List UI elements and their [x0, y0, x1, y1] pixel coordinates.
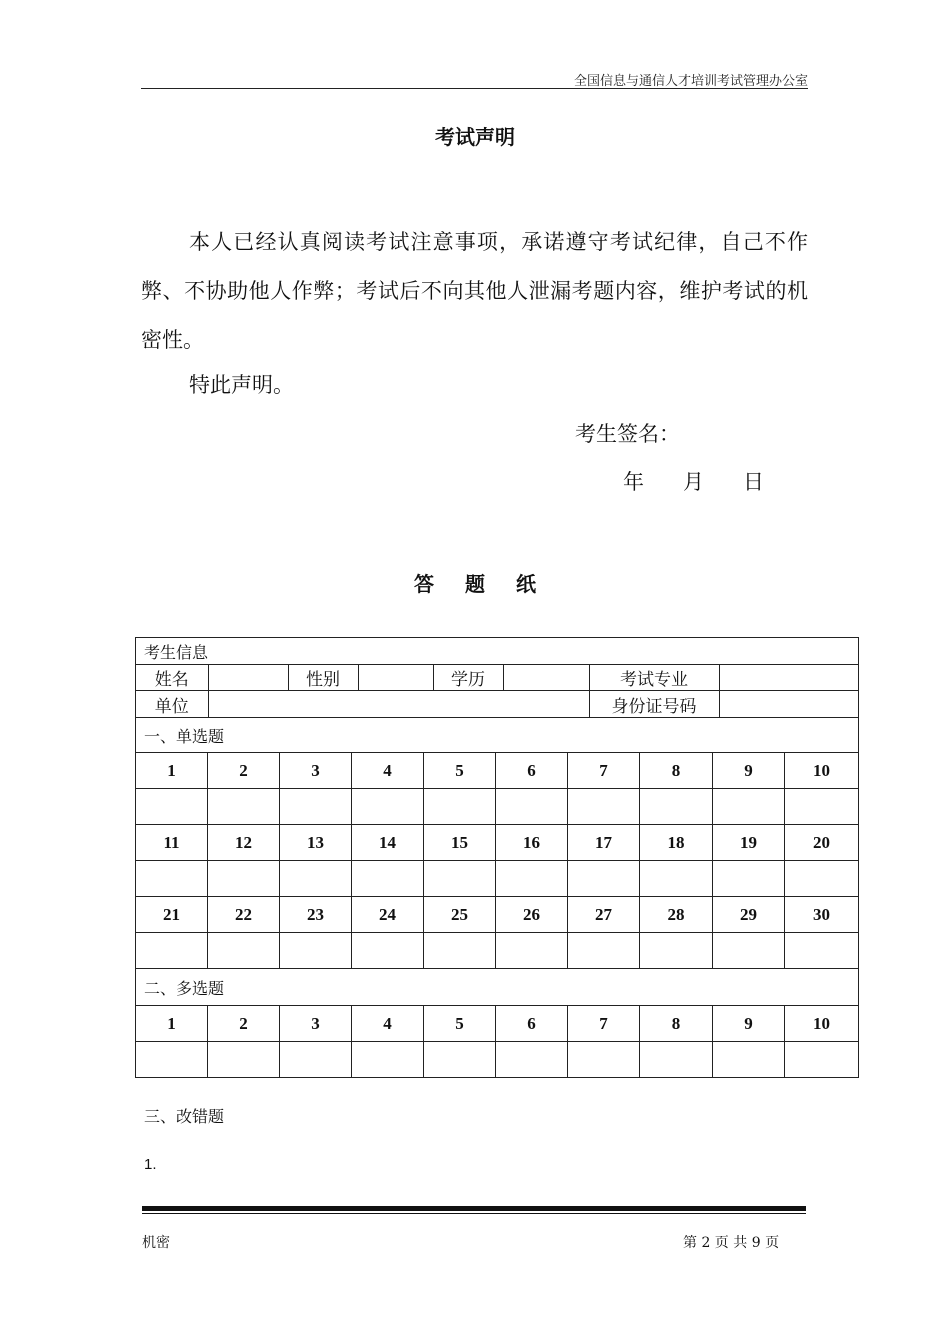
- single-choice-question-number: 25: [424, 897, 496, 933]
- single-choice-question-number: 20: [785, 825, 859, 861]
- single-choice-answer-cell[interactable]: [568, 933, 640, 969]
- single-choice-question-number: 3: [280, 753, 352, 789]
- declaration-body: 本人已经认真阅读考试注意事项，承诺遵守考试纪律，自己不作弊、不协助他人作弊；考试后不向其他人泄漏考题内容，维护考试的机密性。: [141, 230, 808, 352]
- date-day: 日: [743, 470, 764, 494]
- single-choice-answer-cell[interactable]: [280, 789, 352, 825]
- date-year: 年: [623, 470, 644, 494]
- single-choice-answer-row: [136, 861, 859, 897]
- multiple-choice-question-number: 8: [640, 1006, 713, 1042]
- correction-heading: 三、改错题: [144, 1107, 225, 1126]
- single-choice-question-number: 1: [136, 753, 208, 789]
- id-field[interactable]: [719, 691, 859, 717]
- single-choice-question-number: 18: [640, 825, 713, 861]
- multiple-choice-question-number: 1: [136, 1006, 208, 1042]
- single-choice-answer-cell[interactable]: [496, 861, 568, 897]
- single-choice-question-number: 9: [713, 753, 785, 789]
- single-choice-question-number: 4: [352, 753, 424, 789]
- single-choice-question-number: 30: [785, 897, 859, 933]
- header-divider: [141, 88, 808, 89]
- single-choice-answer-cell[interactable]: [424, 933, 496, 969]
- declaration-title: 考试声明: [435, 125, 515, 149]
- single-choice-question-number: 5: [424, 753, 496, 789]
- single-choice-question-number: 23: [280, 897, 352, 933]
- multiple-choice-number-row: [136, 1006, 859, 1042]
- id-label: 身份证号码: [589, 691, 719, 717]
- date-month: 月: [683, 470, 704, 494]
- single-choice-question-number: 13: [280, 825, 352, 861]
- candidate-info-heading: 考生信息: [136, 638, 859, 665]
- multiple-choice-question-number: 7: [568, 1006, 640, 1042]
- unit-id-grid: [136, 691, 859, 717]
- single-choice-question-number: 19: [713, 825, 785, 861]
- multiple-choice-answer-cell[interactable]: [713, 1042, 785, 1078]
- answer-sheet-table: [135, 637, 859, 1078]
- single-choice-answer-cell[interactable]: [640, 789, 713, 825]
- multiple-choice-answer-cell[interactable]: [352, 1042, 424, 1078]
- single-choice-answer-cell[interactable]: [568, 861, 640, 897]
- single-choice-question-number: 11: [136, 825, 208, 861]
- footer-page-number: 第 2 页 共 9 页: [683, 1235, 780, 1251]
- single-choice-question-number: 14: [352, 825, 424, 861]
- single-choice-question-number: 8: [640, 753, 713, 789]
- footer-divider-thin: [142, 1213, 806, 1214]
- multiple-choice-heading: 二、多选题: [136, 969, 859, 1006]
- education-field[interactable]: [503, 665, 589, 690]
- name-label: 姓名: [136, 665, 208, 690]
- candidate-info-grid: [136, 665, 859, 690]
- single-choice-answer-cell[interactable]: [208, 789, 280, 825]
- single-choice-answer-cell[interactable]: [640, 861, 713, 897]
- major-field[interactable]: [719, 665, 859, 690]
- multiple-choice-answer-cell[interactable]: [785, 1042, 859, 1078]
- multiple-choice-question-number: 5: [424, 1006, 496, 1042]
- single-choice-answer-cell[interactable]: [352, 861, 424, 897]
- single-choice-answer-row: [136, 789, 859, 825]
- multiple-choice-answer-cell[interactable]: [280, 1042, 352, 1078]
- single-choice-heading: 一、单选题: [136, 718, 859, 753]
- single-choice-question-number: 6: [496, 753, 568, 789]
- answer-sheet-title: 答 题 纸: [414, 572, 548, 596]
- single-choice-answer-cell[interactable]: [280, 933, 352, 969]
- single-choice-answer-cell[interactable]: [785, 861, 859, 897]
- gender-field[interactable]: [358, 665, 433, 690]
- multiple-choice-question-number: 10: [785, 1006, 859, 1042]
- footer-divider-thick: [142, 1206, 806, 1211]
- single-choice-question-number: 16: [496, 825, 568, 861]
- single-choice-answer-cell[interactable]: [568, 789, 640, 825]
- single-choice-answer-cell[interactable]: [785, 933, 859, 969]
- single-choice-question-number: 29: [713, 897, 785, 933]
- multiple-choice-question-number: 4: [352, 1006, 424, 1042]
- multiple-choice-answer-cell[interactable]: [640, 1042, 713, 1078]
- multiple-choice-answer-cell[interactable]: [208, 1042, 280, 1078]
- single-choice-answer-cell[interactable]: [352, 789, 424, 825]
- single-choice-grid: [136, 753, 859, 969]
- single-choice-answer-cell[interactable]: [136, 933, 208, 969]
- single-choice-question-number: 15: [424, 825, 496, 861]
- correction-item-1: 1.: [144, 1156, 157, 1173]
- multiple-choice-answer-cell[interactable]: [424, 1042, 496, 1078]
- gender-label: 性别: [288, 665, 358, 690]
- single-choice-question-number: 12: [208, 825, 280, 861]
- single-choice-answer-cell[interactable]: [136, 789, 208, 825]
- multiple-choice-answer-cell[interactable]: [568, 1042, 640, 1078]
- single-choice-answer-cell[interactable]: [496, 933, 568, 969]
- multiple-choice-grid: [136, 1006, 859, 1078]
- single-choice-answer-row: [136, 933, 859, 969]
- multiple-choice-answer-cell[interactable]: [496, 1042, 568, 1078]
- single-choice-answer-cell[interactable]: [136, 861, 208, 897]
- name-field[interactable]: [208, 665, 288, 690]
- education-label: 学历: [433, 665, 503, 690]
- unit-field[interactable]: [208, 691, 589, 717]
- signature-label: 考生签名：: [575, 422, 680, 446]
- multiple-choice-answer-cell[interactable]: [136, 1042, 208, 1078]
- single-choice-answer-cell[interactable]: [713, 933, 785, 969]
- single-choice-question-number: 10: [785, 753, 859, 789]
- multiple-choice-answer-row: [136, 1042, 859, 1078]
- single-choice-question-number: 26: [496, 897, 568, 933]
- single-choice-question-number: 2: [208, 753, 280, 789]
- single-choice-answer-cell[interactable]: [280, 861, 352, 897]
- single-choice-answer-cell[interactable]: [713, 861, 785, 897]
- single-choice-answer-cell[interactable]: [208, 933, 280, 969]
- single-choice-answer-cell[interactable]: [424, 789, 496, 825]
- multiple-choice-question-number: 6: [496, 1006, 568, 1042]
- single-choice-question-number: 27: [568, 897, 640, 933]
- single-choice-answer-cell[interactable]: [496, 789, 568, 825]
- multiple-choice-question-number: 3: [280, 1006, 352, 1042]
- single-choice-question-number: 24: [352, 897, 424, 933]
- footer-confidential: 机密: [142, 1235, 170, 1251]
- multiple-choice-question-number: 2: [208, 1006, 280, 1042]
- single-choice-answer-cell[interactable]: [208, 861, 280, 897]
- major-label: 考试专业: [589, 665, 719, 690]
- single-choice-answer-cell[interactable]: [640, 933, 713, 969]
- single-choice-question-number: 22: [208, 897, 280, 933]
- single-choice-answer-cell[interactable]: [352, 933, 424, 969]
- declaration-closing: 特此声明。: [189, 373, 294, 397]
- single-choice-question-number: 21: [136, 897, 208, 933]
- single-choice-question-number: 17: [568, 825, 640, 861]
- date-line: [623, 466, 764, 496]
- single-choice-answer-cell[interactable]: [713, 789, 785, 825]
- single-choice-number-row: [136, 825, 859, 861]
- single-choice-question-number: 7: [568, 753, 640, 789]
- unit-label: 单位: [136, 691, 208, 717]
- single-choice-answer-cell[interactable]: [424, 861, 496, 897]
- multiple-choice-question-number: 9: [713, 1006, 785, 1042]
- single-choice-number-row: [136, 897, 859, 933]
- header-office: 全国信息与通信人才培训考试管理办公室: [573, 74, 808, 89]
- single-choice-answer-cell[interactable]: [785, 789, 859, 825]
- single-choice-number-row: [136, 753, 859, 789]
- single-choice-question-number: 28: [640, 897, 713, 933]
